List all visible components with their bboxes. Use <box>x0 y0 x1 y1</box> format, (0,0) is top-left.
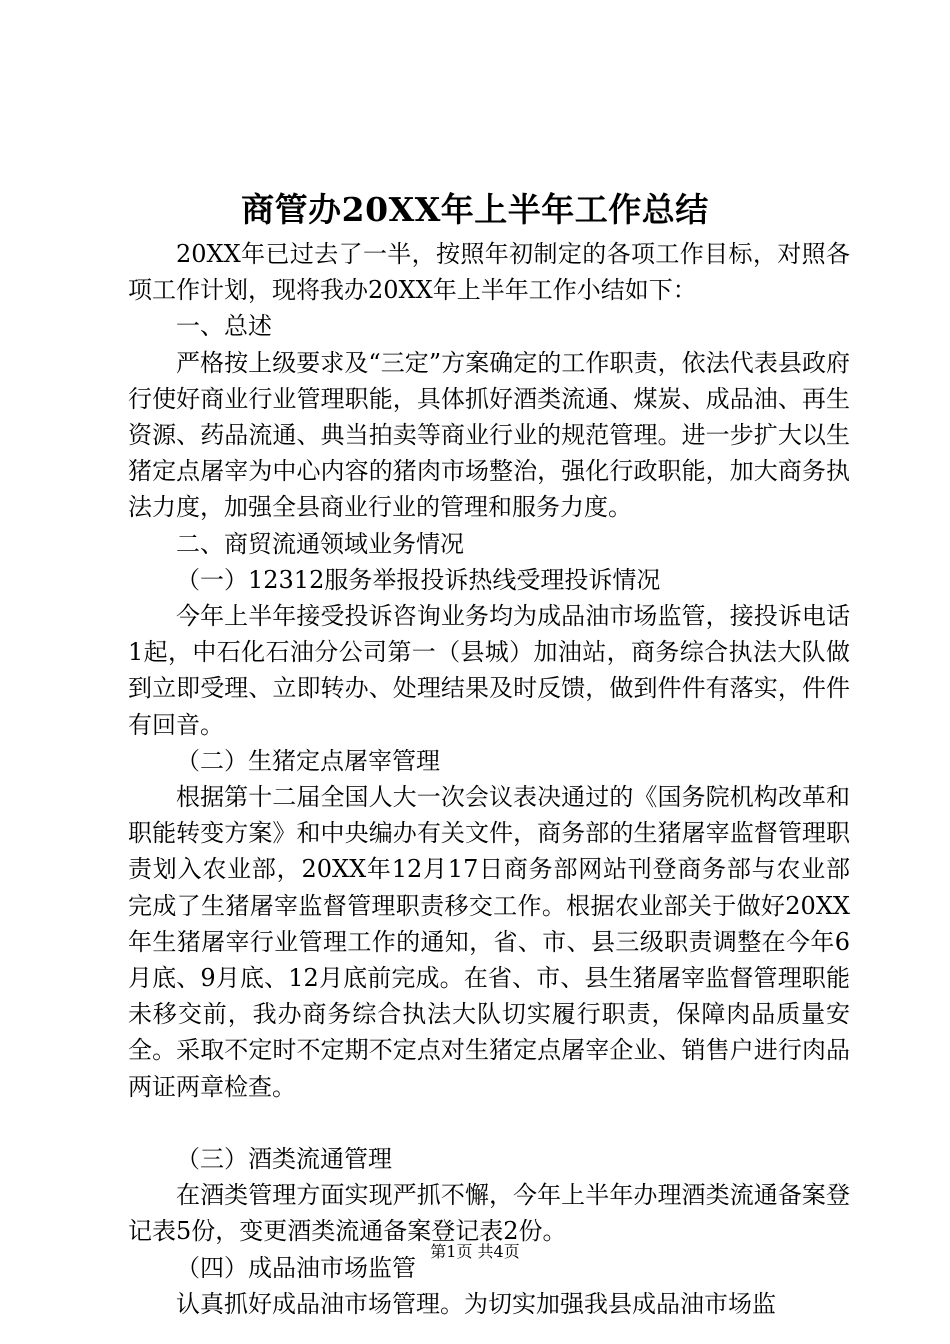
blank-line <box>128 1105 850 1141</box>
paragraph-slaughter: 根据第十二届全国人大一次会议表决通过的《国务院机构改革和职能转变方案》和中央编办有关文件，商务部的生猪屠宰监督管理职责划入农业部，20XX年12月17日商务部网站刊登商务部与农业部完成了生猪屠宰监督管理职责移交工作。根据农业部关于做好20XX年生猪屠宰行业管理工作的通知，省、市、县三级职责调整在今年6月底、9月底、12月底前完成。在省、市、县生猪屠宰监督管理职能未移交前，我办商务综合执法大队切实履行职责，保障肉品质量安全。采取不定时不定期不定点对生猪定点屠宰企业、销售户进行肉品两证两章检查。 <box>128 783 850 1101</box>
paragraph-liquor: 在酒类管理方面实现严抓不懈，今年上半年办理酒类流通备案登记表5份，变更酒类流通备案登记表2份。 <box>128 1181 850 1246</box>
paragraph-oil: 认真抓好成品油市场管理。为切实加强我县成品油市场监 <box>176 1289 776 1318</box>
subheading-oil: （四）成品油市场监管 <box>176 1253 416 1282</box>
paragraph-overview: 严格按上级要求及“三定”方案确定的工作职责，依法代表县政府行使好商业行业管理职能，具体抓好酒类流通、煤炭、成品油、再生资源、药品流通、典当拍卖等商业行业的规范管理。进一步扩大以生猪定点屠宰为中心内容的猪肉市场整治，强化行政职能，加大商务执法力度，加强全县商业行业的管理和服务力度。 <box>128 348 850 522</box>
subheading-hotline: （一）12312服务举报投诉热线受理投诉情况 <box>176 565 661 594</box>
document-title: 商管办20XX年上半年工作总结 <box>241 190 709 229</box>
subheading-liquor: （三）酒类流通管理 <box>176 1145 392 1174</box>
heading-overview: 一、总述 <box>176 312 272 341</box>
page-footer: 第1页 共4页 <box>430 1242 520 1261</box>
document-body <box>128 236 850 1322</box>
heading-business: 二、商贸流通领域业务情况 <box>176 529 464 558</box>
subheading-slaughter: （二）生猪定点屠宰管理 <box>176 746 440 775</box>
paragraph-intro: 20XX年已过去了一半，按照年初制定的各项工作目标，对照各项工作计划，现将我办20XX年上半年工作小结如下： <box>128 240 850 305</box>
paragraph-hotline: 今年上半年接受投诉咨询业务均为成品油市场监管，接投诉电话1起，中石化石油分公司第一（县城）加油站，商务综合执法大队做到立即受理、立即转办、处理结果及时反馈，做到件件有落实，件件有回音。 <box>128 602 850 739</box>
